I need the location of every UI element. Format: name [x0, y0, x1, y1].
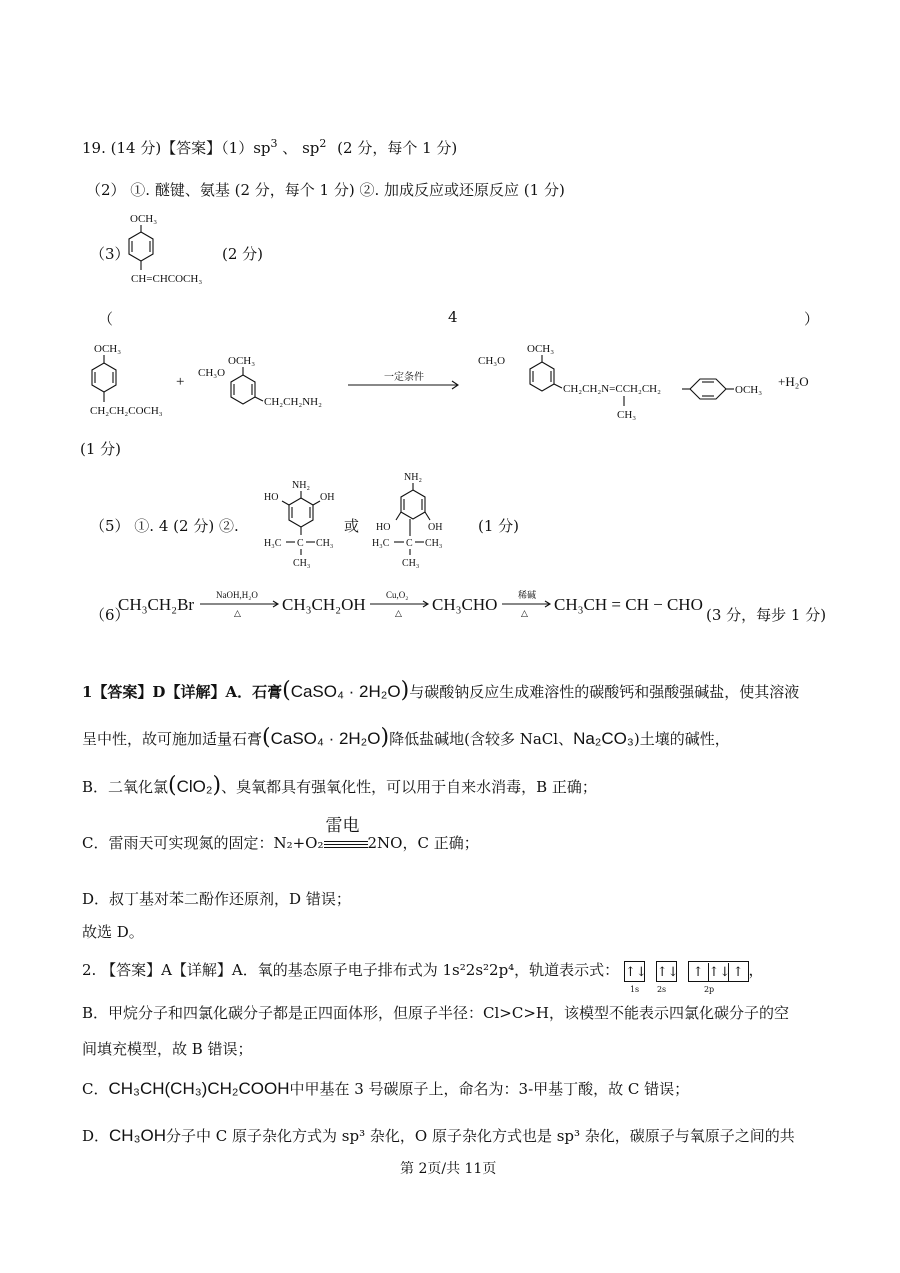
svg-text:△: △	[395, 608, 402, 618]
q19-part4-close: ）	[804, 310, 820, 328]
svg-text:OH: OH	[428, 522, 443, 533]
svg-text:C: C	[297, 538, 304, 549]
q19-part3-label: （3）	[90, 245, 130, 263]
ans1-option-b: B．二氧化氯(ClO₂)、臭氧都具有强氧化性，可以用于自来水消毒，B 正确；	[82, 773, 597, 798]
svg-text:HO: HO	[376, 522, 391, 533]
svg-text:NaOH,H₂O: NaOH,H₂O	[216, 590, 258, 600]
ans2-option-c: C．CH₃CH(CH₃)CH₂COOH中甲基在 3 号碳原子上，命名为：3-甲基丁酸，故 C 错误；	[82, 1079, 690, 1098]
svg-text:NH₂: NH₂	[292, 480, 310, 491]
svg-text:CH₃CH₂Br: CH₃CH₂Br	[118, 595, 195, 614]
svg-text:CH₂CH₂N=CCH₂CH₂: CH₂CH₂N=CCH₂CH₂	[563, 383, 661, 395]
ans1-conclusion: 故选 D。	[82, 923, 144, 941]
svg-text:△: △	[521, 608, 528, 618]
svg-text:CH₃CHO: CH₃CHO	[432, 595, 498, 614]
svg-text:CH₃: CH₃	[293, 558, 311, 569]
q19-part4-score: (1 分)	[80, 440, 122, 458]
svg-text:OCH₃: OCH₃	[94, 343, 122, 355]
ans1-option-d: D．叔丁基对苯二酚作还原剂，D 错误；	[82, 890, 351, 908]
svg-text:+: +	[176, 374, 185, 390]
svg-text:NH₂: NH₂	[404, 472, 422, 483]
svg-text:CH₃CH₂OH: CH₃CH₂OH	[282, 595, 366, 614]
q19-part3-score: (2 分)	[222, 245, 264, 263]
svg-text:OCH₃: OCH₃	[527, 343, 555, 355]
orbital-diagram: ↑↓ ↑↓ ↑ ↑↓ ↑ 1s 2s 2p	[624, 961, 749, 982]
svg-text:H₃C: H₃C	[264, 538, 282, 549]
q19-part4-number: 4	[448, 308, 458, 326]
q19-part6-route	[118, 586, 718, 626]
ans2-option-d: D．CH₃OH分子中 C 原子杂化方式为 sp³ 杂化，O 原子杂化方式也是 sp³ 杂化，碳原子与氧原子之间的共	[82, 1126, 795, 1145]
q19-part5-structure-a	[260, 478, 350, 570]
svg-text:CH₃CH = CH − CHO: CH₃CH = CH − CHO	[554, 595, 703, 614]
svg-text:CH₃O: CH₃O	[478, 355, 506, 367]
q19-part6-score: (3 分，每步 1 分)	[706, 606, 827, 624]
svg-text:一定条件: 一定条件	[384, 372, 424, 383]
svg-text:+H₂O: +H₂O	[778, 374, 809, 389]
svg-text:Cu,O₂: Cu,O₂	[386, 590, 409, 600]
svg-text:CH=CHCOCH₃: CH=CHCOCH₃	[131, 273, 203, 285]
ans1-line2: 呈中性，故可施加适量石膏(CaSO₄ · 2H₂O)降低盐碱地(含较多 NaCl、Na₂CO₃)土壤的碱性，	[82, 725, 730, 750]
q19-part2: （2） ①. 醚键、氨基 (2 分，每个 1 分) ②. 加成反应或还原反应 (1 分)	[86, 181, 565, 199]
svg-text:CH₃: CH₃	[617, 409, 637, 421]
svg-text:CH₃: CH₃	[316, 538, 334, 549]
ans2-option-b-line1: B．甲烷分子和四氯化碳分子都是正四面体形，但原子半径：Cl>C>H，该模型不能表示四氯化碳分子的空	[82, 1004, 789, 1022]
ans1-line1: 1【答案】D【详解】A．石膏(CaSO₄ · 2H₂O)与碳酸钠反应生成难溶性的碳酸钙和强酸强碱盐，使其溶液	[82, 678, 800, 703]
q19-header: 19. (14 分)【答案】$(1)sp^3$ 、 $sp^2$ (2 分，每个 1 分)	[82, 137, 458, 157]
q19-part5-structure-b	[368, 470, 458, 572]
svg-text:OCH₃: OCH₃	[735, 384, 763, 396]
q19-part4-open: （	[98, 310, 114, 328]
svg-text:稀碱: 稀碱	[518, 590, 537, 600]
ans2-option-a: 2. 【答案】A【详解】A．氧的基态原子电子排布式为 1s²2s²2p⁴，轨道表示式： ↑↓ ↑↓ ↑ ↑↓ ↑ 1s 2s 2p ，	[82, 961, 764, 994]
svg-text:CH₃: CH₃	[425, 538, 443, 549]
svg-text:CH₂CH₂COCH₃: CH₂CH₂COCH₃	[90, 405, 163, 417]
svg-text:H₃C: H₃C	[372, 538, 390, 549]
page-footer: 第 2页/共 11页	[400, 1161, 497, 1177]
q19-part3-structure	[115, 208, 235, 293]
svg-text:C: C	[406, 538, 413, 549]
q19-part5-label: （5） ①. 4 (2 分) ②.	[90, 517, 239, 535]
thunder-condition: 雷电	[325, 816, 360, 836]
q19-part6-label: （6）	[90, 606, 130, 624]
svg-text:△: △	[234, 608, 241, 618]
q19-part5-score: (1 分)	[478, 517, 520, 535]
ans1-option-c: C．雷雨天可实现氮的固定：N₂+O₂ 雷电 2NO，C 正确；	[82, 832, 479, 853]
svg-text:OH: OH	[320, 492, 335, 503]
q19-part4-reaction	[80, 338, 880, 428]
ans2-option-b-line2: 间填充模型，故 B 错误；	[82, 1040, 253, 1058]
svg-text:OCH₃: OCH₃	[130, 213, 158, 225]
svg-text:CH₂CH₂NH₂: CH₂CH₂NH₂	[264, 396, 322, 408]
svg-text:CH₃: CH₃	[402, 558, 420, 569]
svg-text:HO: HO	[264, 492, 279, 503]
svg-text:OCH₃: OCH₃	[228, 355, 256, 367]
svg-text:CH₃O: CH₃O	[198, 367, 226, 379]
q19-part5-or: 或	[344, 517, 360, 535]
